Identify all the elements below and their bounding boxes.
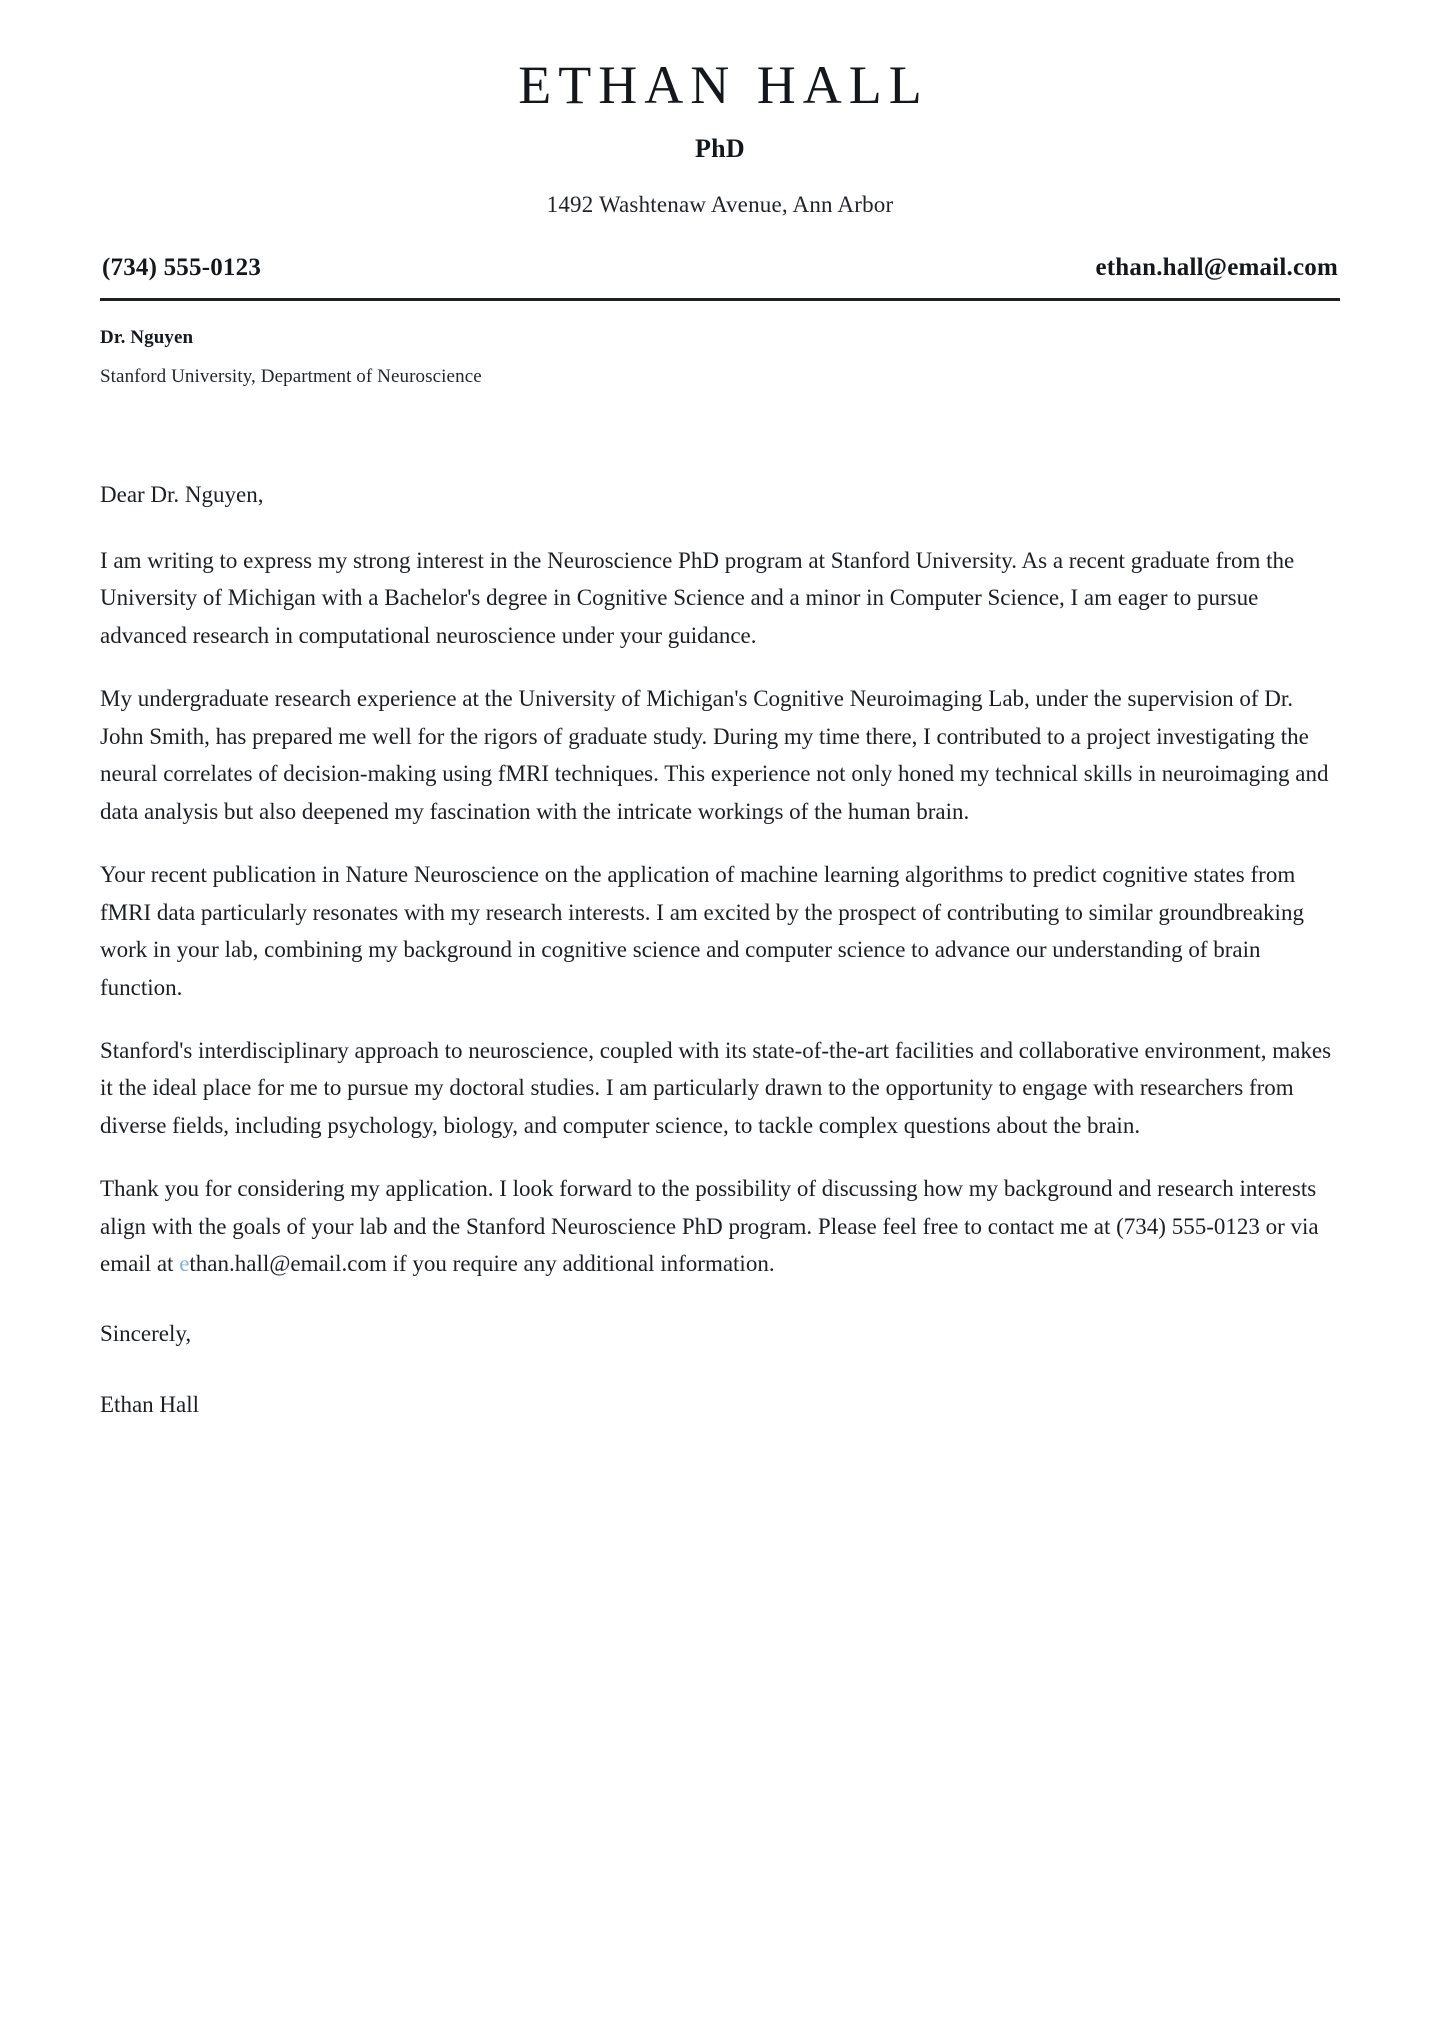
address-line: 1492 Washtenaw Avenue, Ann Arbor <box>546 192 894 218</box>
closing-paragraph-text-after: if you require any additional information. <box>386 1251 775 1277</box>
recipient-block <box>100 327 1340 388</box>
email-address[interactable]: ethan.hall@email.com <box>1095 254 1338 282</box>
closing-salutation: Sincerely, <box>100 1320 192 1346</box>
contact-row <box>100 254 1340 282</box>
signature-name: Ethan Hall <box>100 1392 199 1418</box>
inline-email-link-lead[interactable]: e <box>179 1251 190 1277</box>
closing-paragraph <box>100 1170 1340 1282</box>
inline-email-link-rest[interactable]: than.hall@email.com <box>189 1251 387 1277</box>
header-divider <box>100 298 1340 301</box>
letterhead <box>100 56 1340 218</box>
page-title: ETHAN HALL <box>518 55 929 115</box>
recipient-organization: Stanford University, Department of Neuroscience <box>100 366 482 388</box>
phone-number[interactable]: (734) 555-0123 <box>102 254 262 282</box>
body-paragraph: My undergraduate research experience at the University of Michigan's Cognitive Neuroimaging Lab, under the supervision of Dr. John Smith, has prepared me well for the rigors of graduate study. During my time there, I contributed to a project investigating the neural correlates of decision-making using fMRI techniques. This experience not only honed my technical skills in neuroimaging and data analysis but also deepened my fascination with the intricate workings of the human brain. <box>100 686 1329 824</box>
body-paragraph: Stanford's interdisciplinary approach to neuroscience, coupled with its state-of-the-art facilities and collaborative environment, makes it the ideal place for me to pursue my doctoral studies. I am particularly drawn to the opportunity to engage with researchers from diverse fields, including psychology, biology, and computer science, to tackle complex questions about the brain. <box>100 1037 1332 1138</box>
body-paragraph: I am writing to express my strong interest in the Neuroscience PhD program at Stanford University. As a recent graduate from the University of Michigan with a Bachelor's degree in Cognitive Science and a minor in Computer Science, I am eager to pursue advanced research in computational neuroscience under your guidance. <box>100 547 1295 648</box>
salutation: Dear Dr. Nguyen, <box>100 482 264 508</box>
body-paragraph: Your recent publication in Nature Neuroscience on the application of machine learning algorithms to predict cognitive states from fMRI data particularly resonates with my research interests. I am excited by the prospect of contributing to similar groundbreaking work in your lab, combining my background in cognitive science and computer science to advance our understanding of brain function. <box>100 862 1304 1000</box>
closing-paragraph-text-before: Thank you for considering my application. I look forward to the possibility of discussing how my background and research interests align with the goals of your lab and the Stanford Neuroscience PhD program. Please feel free to contact me at (734) 555-0123 or via email at <box>100 1176 1319 1277</box>
letter-body <box>100 478 1340 1421</box>
recipient-name: Dr. Nguyen <box>100 327 194 349</box>
credential-subtitle: PhD <box>694 134 746 164</box>
